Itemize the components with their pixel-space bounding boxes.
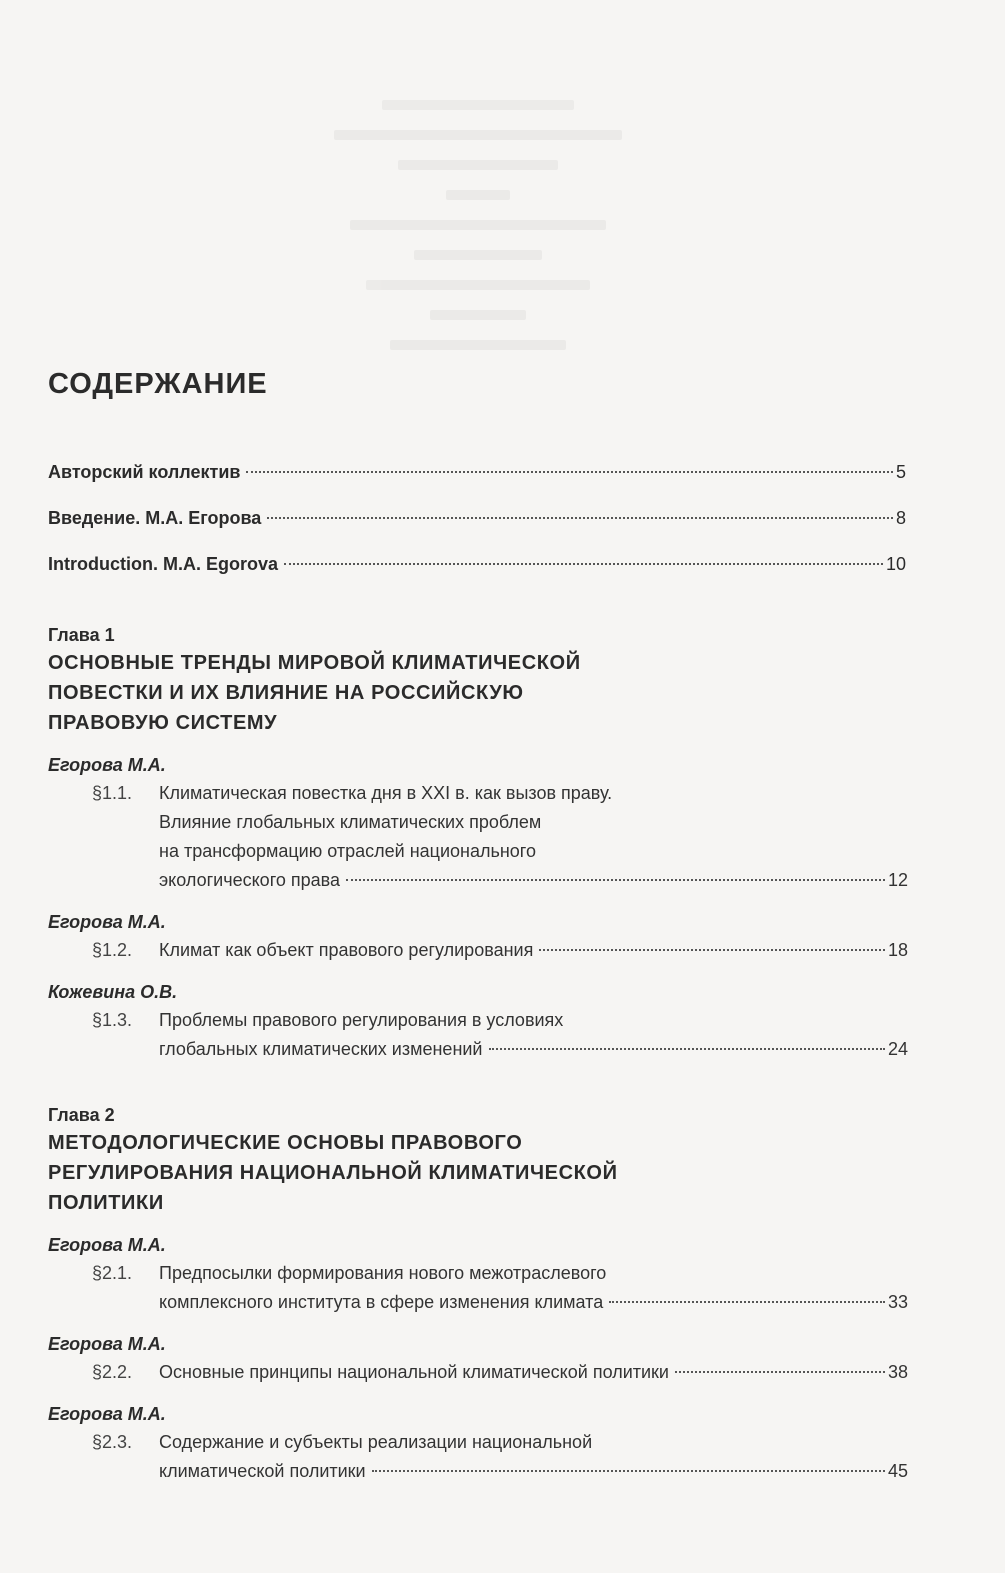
toc-entry-label: Авторский коллектив	[48, 462, 241, 482]
toc-section-1-1[interactable]	[92, 779, 908, 895]
section-title-line: климатической политики	[159, 1461, 366, 1481]
section-title-line: Климатическая повестка дня в XXI в. как вызов праву.	[159, 783, 613, 803]
section-title-line: экологического права	[159, 870, 341, 890]
toc-page-number: 45	[887, 1461, 908, 1481]
chapter-title-line: ПОВЕСТКИ И ИХ ВЛИЯНИЕ НА РОССИЙСКУЮ	[48, 682, 524, 704]
dot-leader	[267, 517, 893, 519]
section-number: §2.1.	[92, 1263, 133, 1283]
page-title: СОДЕРЖАНИЕ	[48, 368, 268, 400]
toc-page-number: 33	[887, 1292, 908, 1312]
section-title-line: Климат как объект правового регулирования	[159, 940, 534, 960]
section-title-line: Содержание и субъекты реализации национальной	[159, 1432, 593, 1452]
section-title-line: Основные принципы национальной климатической политики	[159, 1362, 669, 1382]
section-title-line: комплексного института в сфере изменения климата	[159, 1292, 604, 1312]
section-number: §2.3.	[92, 1432, 133, 1452]
section-number: §1.1.	[92, 783, 133, 803]
chapter-title[interactable]	[48, 1128, 908, 1218]
chapter-title-line: ПРАВОВУЮ СИСТЕМУ	[48, 712, 278, 734]
chapter-1	[48, 622, 908, 1064]
toc-section-2-3[interactable]	[92, 1428, 908, 1486]
section-title-line: Влияние глобальных климатических проблем	[159, 812, 542, 832]
chapter-title-line: ПОЛИТИКИ	[48, 1192, 164, 1214]
section-author: Егорова М.А.	[48, 912, 166, 932]
toc-section-1-2[interactable]	[92, 936, 908, 965]
section-number: §1.3.	[92, 1010, 133, 1030]
dot-leader	[246, 471, 893, 473]
dot-leader	[609, 1301, 885, 1303]
dot-leader	[346, 879, 885, 881]
toc-section-1-3[interactable]	[92, 1006, 908, 1064]
dot-leader	[675, 1371, 885, 1373]
toc-entry-label: Введение. М.А. Егорова	[48, 508, 262, 528]
chapter-title-line: ОСНОВНЫЕ ТРЕНДЫ МИРОВОЙ КЛИМАТИЧЕСКОЙ	[48, 652, 581, 674]
section-number: §2.2.	[92, 1362, 133, 1382]
section-author: Егорова М.А.	[48, 1334, 166, 1354]
section-title-line: Проблемы правового регулирования в условиях	[159, 1010, 564, 1030]
section-title-line: на трансформацию отраслей национального	[159, 841, 536, 861]
dot-leader	[372, 1470, 885, 1472]
toc-section-2-2[interactable]	[92, 1358, 908, 1387]
toc-entry-label: Introduction. M.A. Egorova	[48, 554, 278, 574]
section-author: Егорова М.А.	[48, 1235, 166, 1255]
chapter-label: Глава 2	[48, 1105, 115, 1125]
toc-entry-introduction-en[interactable]	[48, 550, 906, 579]
dot-leader	[489, 1048, 885, 1050]
section-title-line: глобальных климатических изменений	[159, 1039, 483, 1059]
toc-entry-introduction-ru[interactable]	[48, 504, 906, 533]
toc-page-number: 38	[887, 1362, 908, 1382]
chapter-2	[48, 1102, 908, 1486]
chapter-title-line: РЕГУЛИРОВАНИЯ НАЦИОНАЛЬНОЙ КЛИМАТИЧЕСКОЙ	[48, 1162, 618, 1184]
dot-leader	[284, 563, 883, 565]
chapter-title-line: МЕТОДОЛОГИЧЕСКИЕ ОСНОВЫ ПРАВОВОГО	[48, 1132, 523, 1154]
chapter-label: Глава 1	[48, 625, 115, 645]
toc-page-number: 10	[885, 554, 906, 574]
toc-entry-authors[interactable]	[48, 458, 906, 487]
bleed-through-text	[318, 100, 638, 430]
toc-section-2-1[interactable]	[92, 1259, 908, 1317]
section-author: Кожевина О.В.	[48, 982, 178, 1002]
section-author: Егорова М.А.	[48, 755, 166, 775]
toc-page-number: 18	[887, 940, 908, 960]
toc-page-number: 8	[895, 508, 906, 528]
section-title-line: Предпосылки формирования нового межотраслевого	[159, 1263, 607, 1283]
toc-page-number: 24	[887, 1039, 908, 1059]
chapter-title[interactable]	[48, 648, 908, 738]
toc-page-number: 12	[887, 870, 908, 890]
toc-page-number: 5	[895, 462, 906, 482]
section-author: Егорова М.А.	[48, 1404, 166, 1424]
toc-page	[48, 0, 908, 1573]
section-number: §1.2.	[92, 940, 133, 960]
dot-leader	[539, 949, 885, 951]
